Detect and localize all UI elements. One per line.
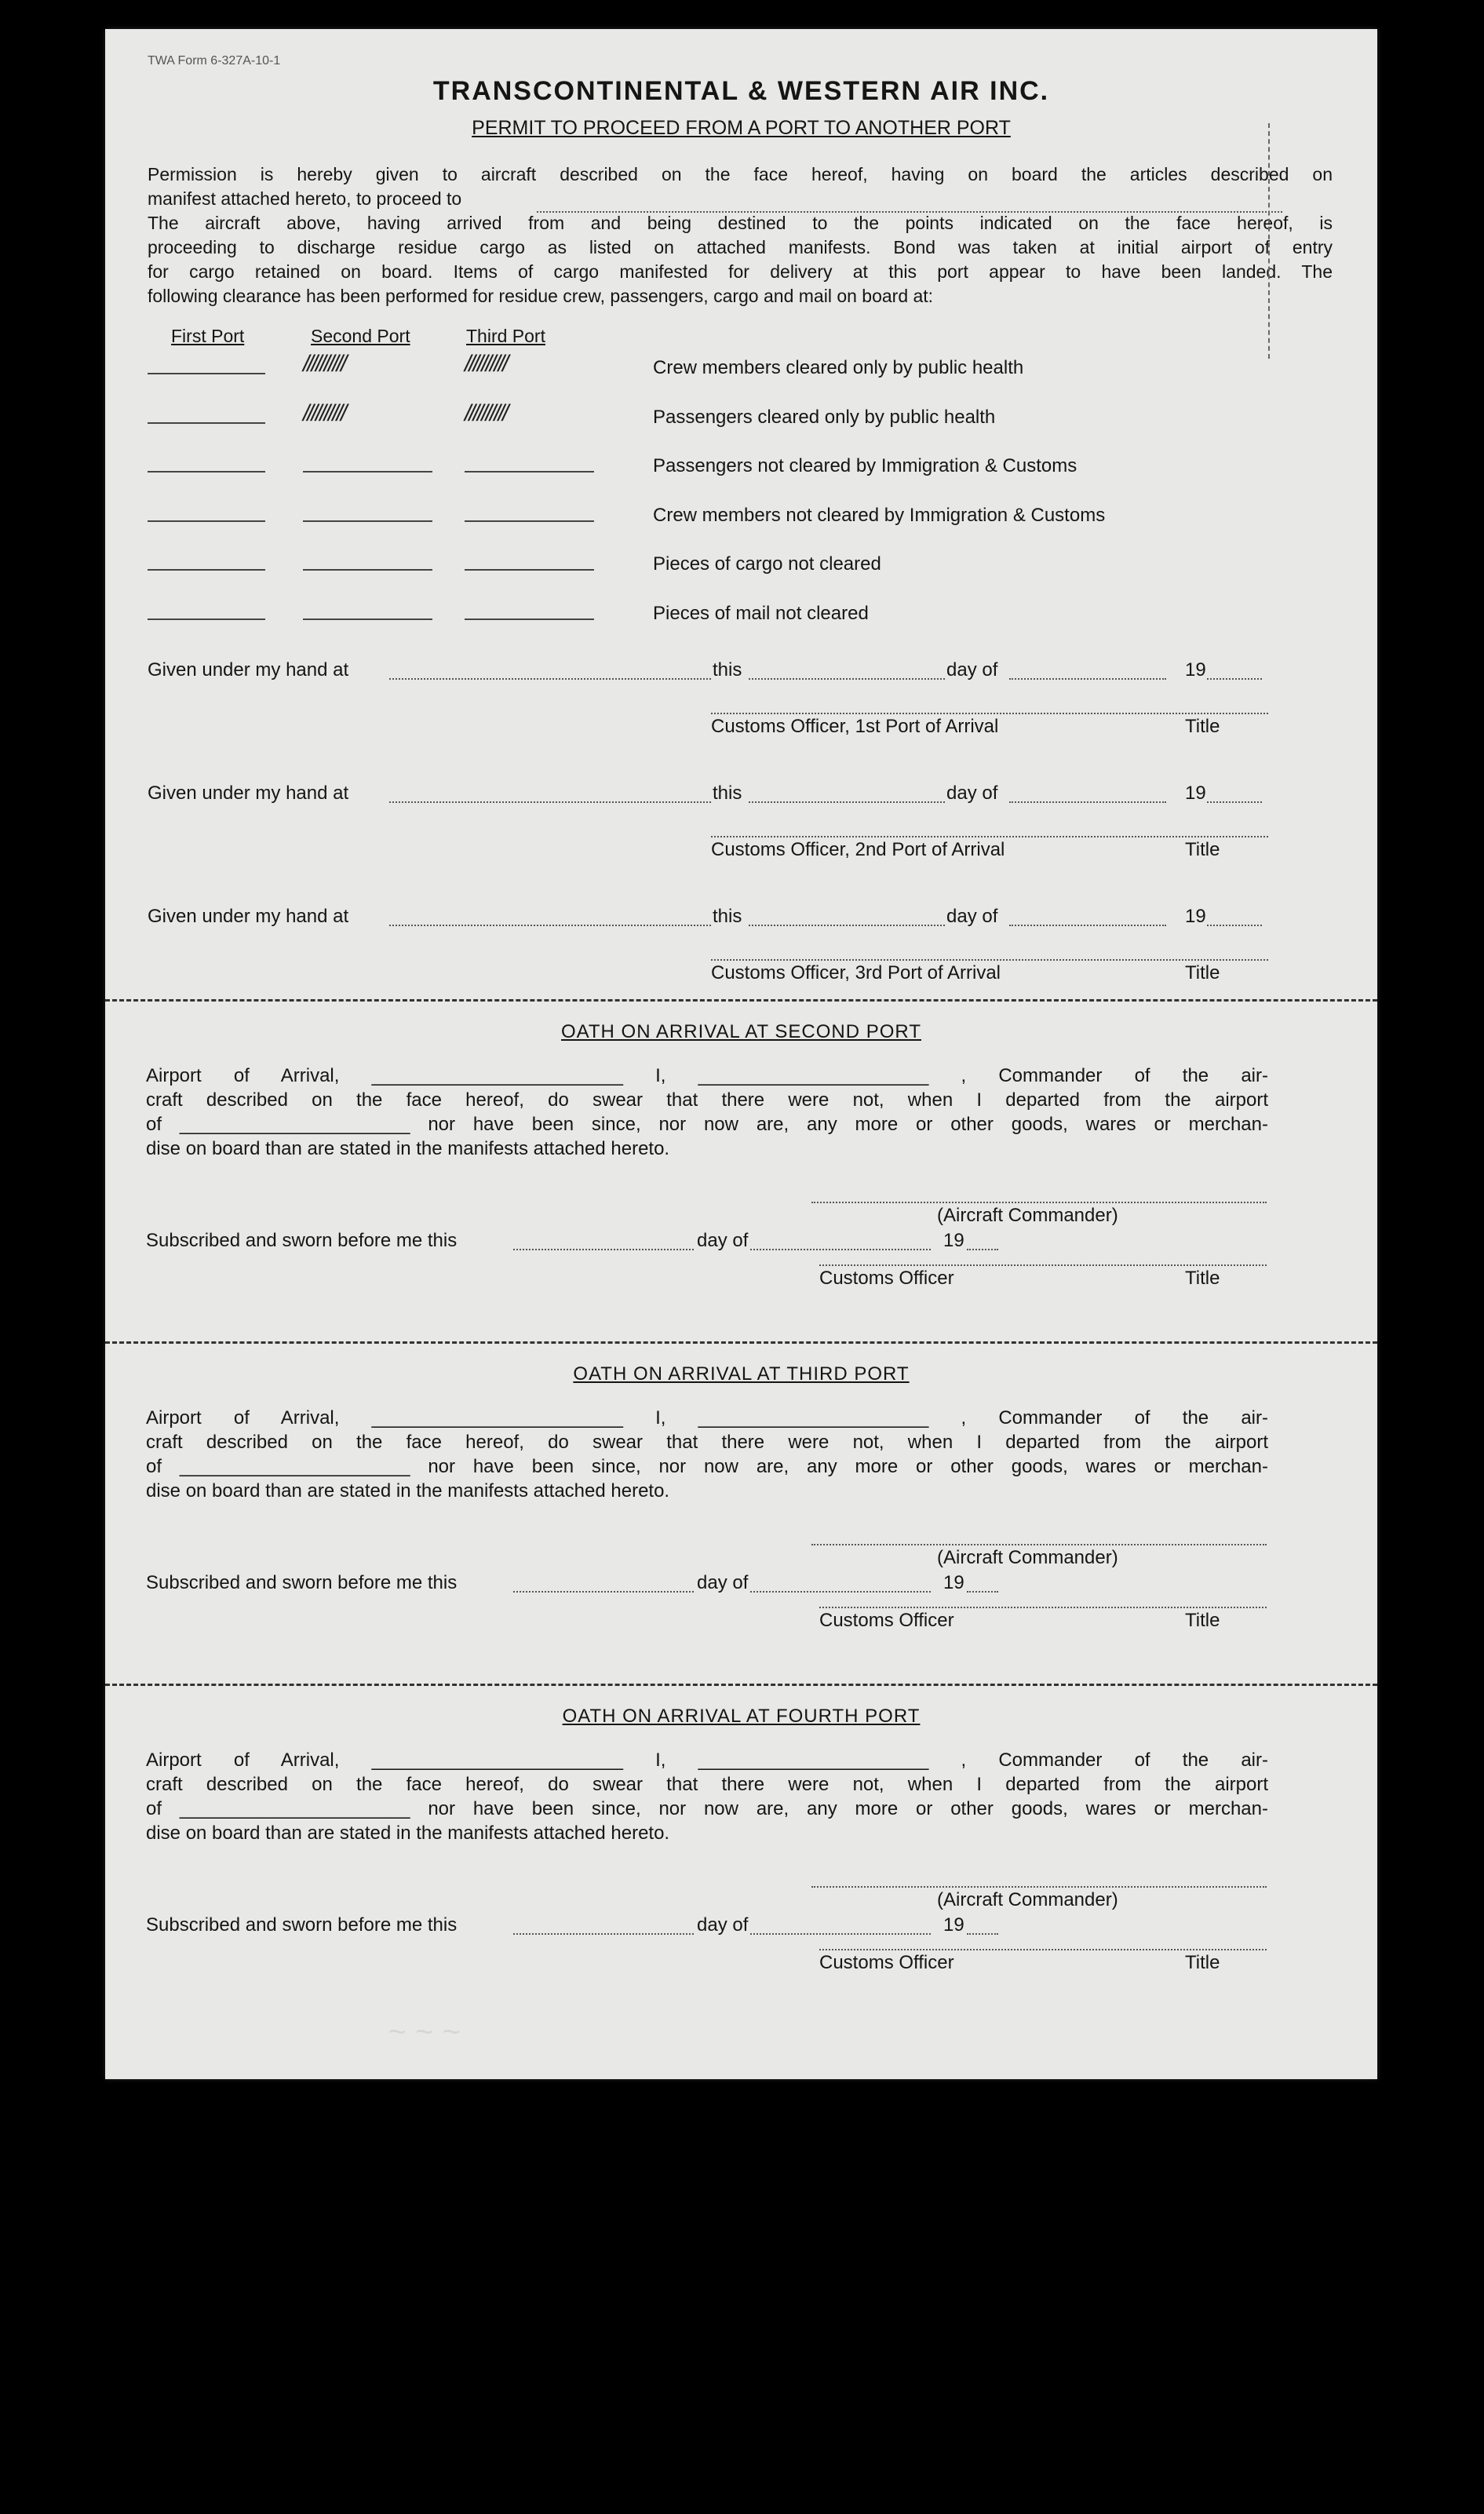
year-label: 19: [943, 1230, 964, 1251]
customs-officer-signature-line[interactable]: [819, 1607, 1267, 1608]
destination-field[interactable]: [537, 211, 1282, 213]
subscribed-label: Subscribed and sworn before me this: [146, 1914, 458, 1936]
second-port-field[interactable]: [303, 569, 432, 571]
company-name: TRANSCONTINENTAL & WESTERN AIR INC.: [432, 76, 1050, 106]
hatch-mark: //////////: [303, 400, 345, 426]
title-caption: Title: [1185, 716, 1220, 737]
day-of-label: day of: [946, 783, 998, 804]
title-caption: Title: [1185, 1952, 1220, 1973]
hatch-mark: //////////: [303, 351, 345, 377]
oath-line: craft described on the face hereof, do swear that there were not, when I departed from the airport: [146, 1089, 1268, 1111]
oath-heading: OATH ON ARRIVAL AT FOURTH PORT: [562, 1706, 921, 1727]
first-port-field[interactable]: [148, 422, 265, 424]
title-caption: Title: [1185, 1610, 1220, 1631]
customs-officer-signature-line[interactable]: [819, 1949, 1267, 1950]
place-field[interactable]: [389, 678, 711, 680]
col-third-port: Third Port: [466, 326, 545, 346]
clearance-row-label: Pieces of mail not cleared: [653, 602, 869, 624]
intro-line: proceeding to discharge residue cargo as listed on attached manifests. Bond was taken at initial airport of entry: [148, 237, 1333, 257]
year-label: 19: [1185, 659, 1206, 680]
day-field[interactable]: [749, 801, 945, 803]
oath-line: Airport of Arrival, ________________________ I, ______________________ , Commander of the air-: [146, 1407, 1268, 1428]
oath-line: of ______________________ nor have been since, nor now are, any more or other goods, wares or merchan-: [146, 1114, 1268, 1135]
subscribed-date-field[interactable]: [513, 1933, 694, 1935]
first-port-field[interactable]: [148, 569, 265, 571]
oath-line: craft described on the face hereof, do swear that there were not, when I departed from the airport: [146, 1774, 1268, 1795]
title-caption: Title: [1185, 962, 1220, 983]
customs-officer-caption: Customs Officer: [819, 1610, 954, 1631]
first-port-field[interactable]: [148, 520, 265, 522]
commander-caption: (Aircraft Commander): [937, 1547, 1118, 1568]
place-field[interactable]: [389, 925, 711, 926]
day-of-label: day of: [946, 906, 998, 927]
oath-line: of ______________________ nor have been since, nor now are, any more or other goods, wares or merchan-: [146, 1798, 1268, 1819]
second-port-field[interactable]: [303, 471, 432, 473]
intro-line: Permission is hereby given to aircraft described on the face hereof, having on board the articles described on: [148, 164, 1333, 184]
title-caption: Title: [1185, 839, 1220, 860]
month-field[interactable]: [750, 1249, 931, 1250]
third-port-field[interactable]: [465, 471, 594, 473]
commander-signature-line[interactable]: [811, 1202, 1267, 1203]
first-port-field[interactable]: [148, 373, 265, 374]
oath-heading: OATH ON ARRIVAL AT SECOND PORT: [561, 1021, 921, 1042]
day-field[interactable]: [749, 925, 945, 926]
day-of-label: day of: [697, 1914, 749, 1936]
year-label: 19: [1185, 906, 1206, 927]
day-of-label: day of: [697, 1230, 749, 1251]
customs-officer-caption: Customs Officer: [819, 1268, 954, 1289]
hatch-mark: //////////: [465, 400, 507, 426]
commander-caption: (Aircraft Commander): [937, 1889, 1118, 1910]
month-field[interactable]: [1009, 801, 1166, 803]
third-port-field[interactable]: [465, 618, 594, 620]
month-field[interactable]: [750, 1591, 931, 1593]
clearance-row-label: Passengers cleared only by public health: [653, 406, 996, 428]
given-label: Given under my hand at: [148, 783, 349, 804]
intro-line: for cargo retained on board. Items of cargo manifested for delivery at this port appear to have been landed. The: [148, 261, 1333, 282]
year-label: 19: [943, 1914, 964, 1936]
clearance-row-label: Crew members cleared only by public health: [653, 357, 1024, 378]
day-of-label: day of: [697, 1572, 749, 1593]
year-label: 19: [1185, 783, 1206, 804]
oath-line: of ______________________ nor have been since, nor now are, any more or other goods, wares or merchan-: [146, 1456, 1268, 1477]
commander-caption: (Aircraft Commander): [937, 1205, 1118, 1226]
section-separator: [105, 1684, 1377, 1686]
clearance-row-label: Passengers not cleared by Immigration & Customs: [653, 455, 1077, 476]
oath-line: Airport of Arrival, ________________________ I, ______________________ , Commander of the air-: [146, 1065, 1268, 1086]
day-field[interactable]: [749, 678, 945, 680]
subscribed-date-field[interactable]: [513, 1249, 694, 1250]
subscribed-label: Subscribed and sworn before me this: [146, 1572, 458, 1593]
clearance-row-label: Pieces of cargo not cleared: [653, 553, 881, 575]
oath-line: dise on board than are stated in the manifests attached hereto.: [146, 1480, 670, 1501]
intro-line: following clearance has been performed for residue crew, passengers, cargo and mail on board at:: [148, 286, 934, 306]
commander-signature-line[interactable]: [811, 1886, 1267, 1888]
year-field[interactable]: [1207, 925, 1262, 926]
this-label: this: [713, 783, 742, 804]
year-field[interactable]: [967, 1249, 998, 1250]
section-separator: [105, 999, 1377, 1002]
intro-paragraph: [148, 162, 1333, 308]
this-label: this: [713, 659, 742, 680]
subscribed-date-field[interactable]: [513, 1591, 694, 1593]
oath-paragraph: [146, 1748, 1268, 1845]
form-number: TWA Form 6-327A-10-1: [148, 54, 281, 68]
year-field[interactable]: [1207, 678, 1262, 680]
oath-line: craft described on the face hereof, do swear that there were not, when I departed from the airport: [146, 1432, 1268, 1453]
section-separator: [105, 1341, 1377, 1344]
oath-paragraph: [146, 1064, 1268, 1161]
year-field[interactable]: [967, 1591, 998, 1593]
year-field[interactable]: [967, 1933, 998, 1935]
title-caption: Title: [1185, 1268, 1220, 1289]
faint-signature-bleedthrough: ~ ~ ~: [388, 2015, 461, 2049]
month-field[interactable]: [1009, 678, 1166, 680]
oath-paragraph: [146, 1406, 1268, 1503]
third-port-field[interactable]: [465, 569, 594, 571]
officer-caption: Customs Officer, 3rd Port of Arrival: [711, 962, 1001, 983]
officer-signature-line[interactable]: [711, 836, 1268, 837]
year-label: 19: [943, 1572, 964, 1593]
officer-signature-line[interactable]: [711, 959, 1268, 961]
second-port-field[interactable]: [303, 618, 432, 620]
officer-caption: Customs Officer, 1st Port of Arrival: [711, 716, 999, 737]
permit-title: PERMIT TO PROCEED FROM A PORT TO ANOTHER PORT: [472, 117, 1011, 139]
margin-rule: [1268, 123, 1270, 359]
this-label: this: [713, 906, 742, 927]
oath-line: dise on board than are stated in the manifests attached hereto.: [146, 1823, 670, 1844]
first-port-field[interactable]: [148, 618, 265, 620]
clearance-row-label: Crew members not cleared by Immigration & Customs: [653, 504, 1106, 526]
first-port-field[interactable]: [148, 471, 265, 473]
third-port-field[interactable]: [465, 520, 594, 522]
year-field[interactable]: [1207, 801, 1262, 803]
day-of-label: day of: [946, 659, 998, 680]
hatch-mark: //////////: [465, 351, 507, 377]
officer-signature-line[interactable]: [711, 713, 1268, 714]
intro-line: manifest attached hereto, to proceed to: [148, 188, 462, 209]
given-label: Given under my hand at: [148, 906, 349, 927]
month-field[interactable]: [1009, 925, 1166, 926]
col-second-port: Second Port: [311, 326, 410, 346]
commander-signature-line[interactable]: [811, 1544, 1267, 1545]
intro-line: The aircraft above, having arrived from and being destined to the points indicated on the face hereof, is: [148, 213, 1333, 233]
customs-officer-signature-line[interactable]: [819, 1264, 1267, 1266]
officer-caption: Customs Officer, 2nd Port of Arrival: [711, 839, 1005, 860]
col-first-port: First Port: [171, 326, 245, 346]
second-port-field[interactable]: [303, 520, 432, 522]
oath-line: Airport of Arrival, ________________________ I, ______________________ , Commander of the air-: [146, 1750, 1268, 1771]
customs-officer-caption: Customs Officer: [819, 1952, 954, 1973]
place-field[interactable]: [389, 801, 711, 803]
given-label: Given under my hand at: [148, 659, 349, 680]
oath-line: dise on board than are stated in the manifests attached hereto.: [146, 1138, 670, 1159]
oath-heading: OATH ON ARRIVAL AT THIRD PORT: [573, 1363, 910, 1385]
form-page: [105, 29, 1377, 2079]
subscribed-label: Subscribed and sworn before me this: [146, 1230, 458, 1251]
month-field[interactable]: [750, 1933, 931, 1935]
